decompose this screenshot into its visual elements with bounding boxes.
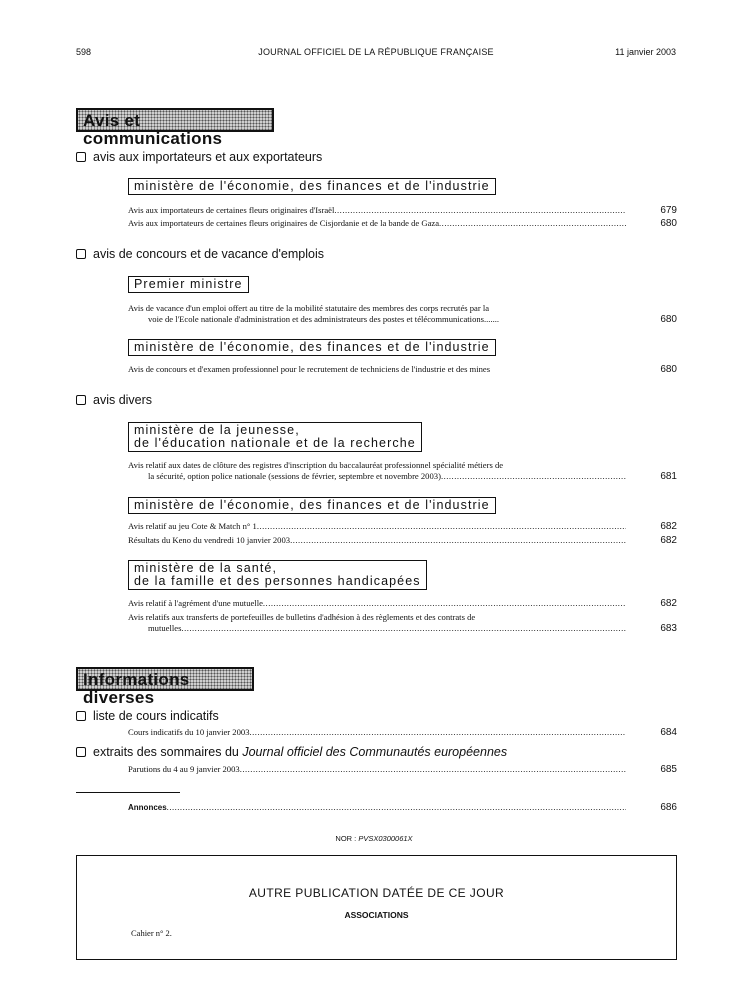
checkbox-icon [76,395,86,405]
entry-text: Avis relatif à l'agrément d'une mutuelle [128,598,263,608]
divider [76,792,180,793]
checkbox-icon [76,711,86,721]
toc-entry[interactable] [128,727,677,738]
toc-entry[interactable] [128,460,677,482]
nor-code: PVSX0300061X [358,834,413,843]
toc-entry[interactable] [128,521,677,532]
journal-title: JOURNAL OFFICIEL DE LA RÉPUBLIQUE FRANÇAISE [258,47,494,57]
entry-text: Avis aux importateurs de certaines fleurs originaires de Cisjordanie et de la bande de Gaza [128,218,440,228]
ministry-box-sante [128,560,427,590]
entry-page: 682 [660,521,677,532]
entry-text-line1: Avis relatifs aux transferts de portefeuilles de bulletins d'adhésion à des règlements et des contrats de [128,612,476,622]
entry-text: Avis de concours et d'examen professionnel pour le recrutement de techniciens de l'industrie et des mines [128,364,491,374]
ministry-box-premier: Premier ministre [128,276,249,293]
section-importateurs [76,150,322,164]
toc-entry[interactable] [128,303,677,325]
publication-subtitle: ASSOCIATIONS [344,910,409,920]
entry-page: 680 [660,314,677,325]
checkbox-icon [76,152,86,162]
section-label: liste de cours indicatifs [93,709,219,723]
entry-page: 680 [660,364,677,375]
toc-entry[interactable] [128,205,677,216]
page-number: 598 [76,47,92,57]
ministry-line2: de la famille et des personnes handicapées [134,574,421,588]
toc-entry[interactable] [128,612,677,634]
ministry-line2: de l'éducation nationale et de la recherche [134,436,416,450]
entry-page: 680 [660,218,677,229]
publication-title: AUTRE PUBLICATION DATÉE DE CE JOUR [248,886,505,900]
entry-page: 686 [660,802,677,813]
toc-entry[interactable] [128,364,677,375]
toc-entry-annonces[interactable] [128,802,677,813]
publication-box [76,855,677,960]
entry-text: Avis aux importateurs de certaines fleurs originaires d'Israël [128,205,335,215]
banner-informations-diverses: Informations diverses [76,667,254,691]
entry-text-line1: Avis relatif aux dates de clôture des registres d'inscription du baccalauréat professionnel spécialité métiers de [128,460,504,470]
issue-date: 11 janvier 2003 [615,47,676,57]
ministry-box-economie: ministère de l'économie, des finances et de l'industrie [128,178,496,195]
nor-reference [0,834,748,843]
toc-entry[interactable] [128,535,677,546]
section-label: avis aux importateurs et aux exportateurs [93,150,323,164]
ministry-line1: ministère de la santé, [134,561,278,575]
banner-avis-communications: Avis et communications [76,108,274,132]
section-cours [76,709,219,723]
checkbox-icon [76,249,86,259]
ministry-box-economie: ministère de l'économie, des finances et de l'industrie [128,339,496,356]
entry-text: Annonces [128,803,167,812]
entry-text: Parutions du 4 au 9 janvier 2003 [128,764,240,774]
entry-text: Avis relatif au jeu Cote & Match n° 1 [128,521,257,531]
entry-text-line2: voie de l'Ecole nationale d'administration et des administrateurs des postes et télécommunications....... [148,314,500,324]
entry-page: 682 [660,535,677,546]
section-label: avis divers [93,393,153,407]
entry-text: Cours indicatifs du 10 janvier 2003 [128,727,250,737]
section-divers [76,393,152,407]
entry-page: 682 [660,598,677,609]
section-extraits [76,745,507,759]
checkbox-icon [76,747,86,757]
nor-label: NOR : [335,834,359,843]
entry-page: 681 [660,471,677,482]
section-label-italic: Journal officiel des Communautés européennes [242,745,508,759]
section-label: avis de concours et de vacance d'emplois [93,247,324,261]
entry-text-line1: Avis de vacance d'un emploi offert au titre de la mobilité statutaire des membres des corps recrutés par la [128,303,490,313]
ministry-box-economie: ministère de l'économie, des finances et de l'industrie [128,497,496,514]
section-label: extraits des sommaires du [93,745,243,759]
toc-entry[interactable] [128,218,677,229]
cahier-label: Cahier n° 2. [131,928,172,938]
page-header [76,47,676,61]
ministry-line1: ministère de la jeunesse, [134,423,300,437]
ministry-box-jeunesse [128,422,422,452]
entry-text-line2: la sécurité, option police nationale (sessions de février, septembre et novembre 2003) [148,471,441,481]
section-concours [76,247,324,261]
entry-text: Résultats du Keno du vendredi 10 janvier 2003 [128,535,291,545]
toc-entry[interactable] [128,764,677,775]
entry-page: 683 [660,623,677,634]
entry-text-line2: mutuelles [148,623,182,633]
entry-page: 679 [660,205,677,216]
entry-page: 685 [660,764,677,775]
toc-entry[interactable] [128,598,677,609]
entry-page: 684 [660,727,677,738]
